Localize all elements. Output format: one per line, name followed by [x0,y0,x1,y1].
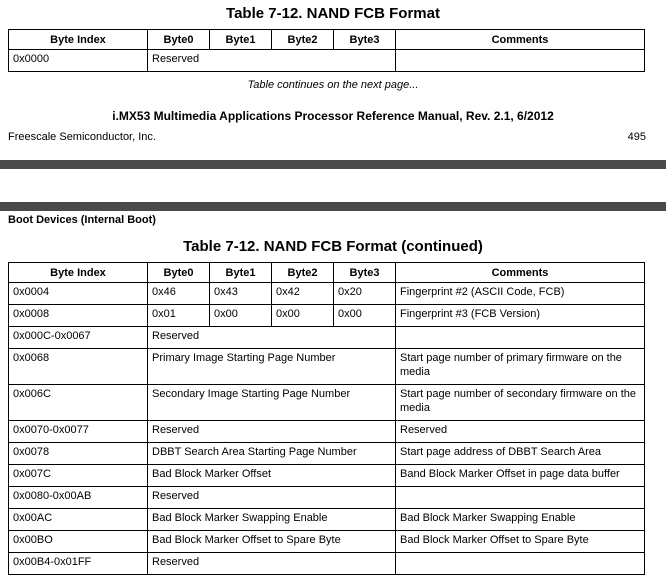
cell-byte-index: 0x0068 [9,349,148,385]
header-byte2: Byte2 [272,263,334,283]
page-separator-top [0,160,666,169]
cell-byte-index: 0x00B4-0x01FF [9,553,148,575]
table-row [9,531,645,553]
cell-comment: Bad Block Marker Offset to Spare Byte [396,531,645,553]
table-row [9,349,645,385]
page2-table-title: Table 7-12. NAND FCB Format (continued) [183,238,483,255]
cell-comment: Band Block Marker Offset in page data buffer [396,465,645,487]
footer-company: Freescale Semiconductor, Inc. [8,131,156,143]
header-byte1: Byte1 [210,263,272,283]
table-row [9,385,645,421]
cell-byte2: 0x42 [272,283,334,305]
page2-fcb-table [8,262,645,575]
table-row [9,553,645,575]
page1-fcb-table [8,29,645,72]
table-header-row [9,30,645,50]
cell-byte3: 0x00 [334,305,396,327]
table-header-row [9,263,645,283]
cell-description: Bad Block Marker Offset to Spare Byte [148,531,396,553]
header-byte3: Byte3 [334,30,396,50]
cell-description: Secondary Image Starting Page Number [148,385,396,421]
cell-description: Reserved [148,50,396,72]
cell-description: Reserved [148,421,396,443]
cell-comment: Bad Block Marker Swapping Enable [396,509,645,531]
cell-byte0: 0x46 [148,283,210,305]
table-row [9,327,645,349]
cell-description: Bad Block Marker Offset [148,465,396,487]
cell-byte0: 0x01 [148,305,210,327]
header-byte-index: Byte Index [9,263,148,283]
cell-byte-index: 0x0004 [9,283,148,305]
cell-comment: Fingerprint #3 (FCB Version) [396,305,645,327]
header-byte1: Byte1 [210,30,272,50]
cell-byte3: 0x20 [334,283,396,305]
cell-byte-index: 0x0078 [9,443,148,465]
cell-byte-index: 0x0008 [9,305,148,327]
header-byte0: Byte0 [148,263,210,283]
header-byte3: Byte3 [334,263,396,283]
cell-description: Primary Image Starting Page Number [148,349,396,385]
table-row [9,465,645,487]
cell-description: DBBT Search Area Starting Page Number [148,443,396,465]
cell-byte2: 0x00 [272,305,334,327]
page-number: 495 [627,131,646,143]
cell-byte1: 0x43 [210,283,272,305]
cell-byte-index: 0x00BO [9,531,148,553]
table-row [9,421,645,443]
header-comments: Comments [396,30,645,50]
cell-description: Reserved [148,553,396,575]
cell-comment: Fingerprint #2 (ASCII Code, FCB) [396,283,645,305]
header-byte2: Byte2 [272,30,334,50]
cell-byte-index: 0x00AC [9,509,148,531]
cell-byte-index: 0x007C [9,465,148,487]
cell-comment [396,50,645,72]
table-row [9,487,645,509]
cell-comment: Reserved [396,421,645,443]
cell-byte-index: 0x0080-0x00AB [9,487,148,509]
section-heading: Boot Devices (Internal Boot) [8,214,156,226]
cell-comment: Start page address of DBBT Search Area [396,443,645,465]
cell-comment [396,487,645,509]
table-row [9,50,645,72]
cell-description: Reserved [148,327,396,349]
page1-table-title: Table 7-12. NAND FCB Format [226,5,440,22]
cell-description: Bad Block Marker Swapping Enable [148,509,396,531]
cell-byte-index: 0x000C-0x0067 [9,327,148,349]
cell-byte-index: 0x0070-0x0077 [9,421,148,443]
cell-comment [396,553,645,575]
table-row [9,443,645,465]
cell-byte-index: 0x006C [9,385,148,421]
manual-title: i.MX53 Multimedia Applications Processor Reference Manual, Rev. 2.1, 6/2012 [112,109,554,123]
cell-comment [396,327,645,349]
table-row [9,305,645,327]
cell-comment: Start page number of secondary firmware on the media [396,385,645,421]
table-continues-note: Table continues on the next page... [247,79,419,91]
table-row [9,283,645,305]
cell-description: Reserved [148,487,396,509]
cell-comment: Start page number of primary firmware on the media [396,349,645,385]
page-header-rule [0,202,666,211]
header-comments: Comments [396,263,645,283]
header-byte-index: Byte Index [9,30,148,50]
table-row [9,509,645,531]
header-byte0: Byte0 [148,30,210,50]
cell-byte-index: 0x0000 [9,50,148,72]
cell-byte1: 0x00 [210,305,272,327]
